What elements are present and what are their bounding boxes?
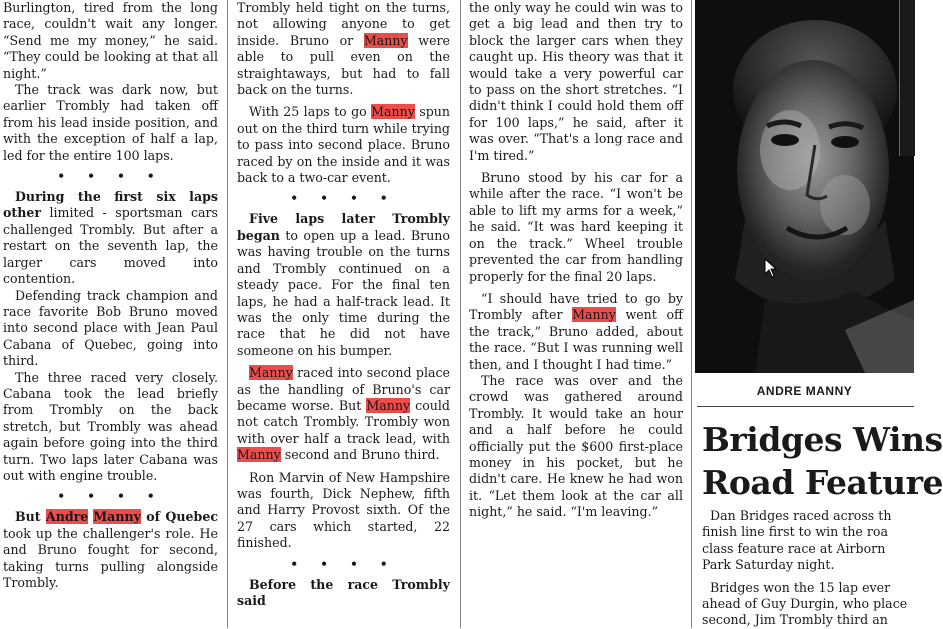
- headline-line: Bridges Wins: [702, 420, 943, 459]
- lead-in: During the first six laps other: [3, 189, 218, 221]
- text-line: Dan Bridges raced across th: [710, 508, 892, 523]
- paragraph-text: took up the challenger's role. He and Bruno fought for second, taking turns pulling alongside Trombly.: [3, 525, 218, 590]
- paragraph-text: to open up a lead. Bruno was having trouble on the turns and Trombly continued on a steady pace. For the final ten laps, he had a half-track lead. It was the only time during the race that he did not have someone on his bumper.: [237, 227, 450, 358]
- section-divider: • • • •: [57, 489, 164, 504]
- paragraph-text: “I should have tried to go by Trombly after: [469, 290, 683, 323]
- portrait-image: [695, 0, 914, 373]
- lead-in: Five laps later Trombly began: [237, 211, 450, 243]
- paragraph: [3, 509, 218, 591]
- search-highlight: Andre: [45, 509, 89, 525]
- search-highlight: Manny: [363, 32, 408, 48]
- section-divider: • • • •: [57, 169, 164, 184]
- search-highlight: Manny: [93, 509, 141, 525]
- paragraph: Bruno stood by his car for a while after the race. “I won't be able to lift my arms for a week,” he said. “It was hard keeping it on the track.” Wheel trouble prevented the car from handling properly for the final 20 laps.: [469, 170, 683, 284]
- paragraph: [469, 291, 683, 373]
- paragraph-text: spun out on the third turn while trying to pass into second place. Bruno raced by on the inside and it was back to a two-car event.: [237, 104, 451, 186]
- paragraph: [237, 104, 450, 186]
- text-line: second, Jim Trombly third an: [702, 612, 888, 628]
- search-highlight: Manny: [237, 447, 281, 463]
- paragraph-text: limited - sportsman cars challenged Trombly. But after a restart on the seventh lap, the larger cars moved into contention.: [3, 205, 218, 287]
- paragraph: The track was dark now, but earlier Trombly had taken off from his lead inside position, and with the exception of half a lap, led for the entire 100 laps.: [3, 82, 218, 163]
- paragraph-text: raced into second place as the handling of Bruno's car became worse. But: [237, 365, 450, 413]
- text-line: ahead of Guy Durgin, who place: [702, 596, 908, 612]
- article-column-3: [469, 0, 683, 628]
- photo-caption: ANDRE MANNY: [756, 384, 853, 398]
- lead-in: Before the race Trombly said: [237, 576, 450, 608]
- paragraph: [237, 0, 450, 98]
- headline-line: Road Feature: [702, 463, 943, 502]
- paragraph-text: With 25 laps to go: [249, 104, 372, 120]
- paragraph-text: went off the track,” Bruno added, about the race. “But I was running well then, and I thought I had time.”: [469, 307, 683, 372]
- article-column-2: [237, 0, 450, 628]
- paragraph: [237, 211, 450, 359]
- article-headline: [702, 418, 943, 504]
- mouse-cursor-icon: [764, 258, 778, 278]
- paragraph: The race was over and the crowd was gathered around Trombly. It would take an hour and a half before he could officially put the $600 first-place money in his pocket, but he didn't care. He knew he had won it. “Let them look at the car all night,” he said. “I'm leaving.”: [469, 372, 683, 520]
- text-line: class feature race at Airborn: [702, 540, 886, 556]
- search-highlight: Manny: [572, 307, 616, 323]
- paragraph: the only way he could win was to get a big lead and then try to block the larger cars when they caught up. His theory was that it would take a very powerful car to pass on the short stretches. “I didn't think I could hold them off for 100 laps,” he said, after it was over. “That's a long race and I'm tired.”: [469, 0, 683, 163]
- portrait-photo: [695, 0, 914, 373]
- column-divider: [227, 0, 228, 628]
- column-divider: [691, 0, 692, 628]
- section-divider: • • • •: [290, 556, 397, 571]
- article-column-1: [3, 0, 218, 628]
- vertical-scrollbar[interactable]: [899, 0, 915, 156]
- paragraph: Burlington, tired from the long race, couldn't wait any longer. “Send me my money,” he said. “They could be looking at that all night.”: [3, 0, 218, 81]
- paragraph-text: Trombly held tight on the turns, not allowing anyone to get inside. Bruno or: [237, 0, 450, 48]
- paragraph-text: were able to pull even on the straightaways, but had to fall back on the turns.: [237, 32, 450, 98]
- search-highlight: Manny: [366, 397, 411, 413]
- column-divider: [460, 0, 461, 628]
- paragraph: Ron Marvin of New Hampshire was fourth, Dick Nephew, fifth and Harry Provost sixth. Of the 27 cars which started, 22 finished.: [237, 469, 450, 551]
- paragraph: [237, 365, 450, 463]
- text-line: Park Saturday night.: [702, 557, 835, 573]
- search-highlight: Manny: [371, 104, 415, 120]
- search-highlight: Manny: [249, 365, 293, 381]
- paragraph: [237, 577, 450, 610]
- section-rule: [697, 406, 914, 407]
- lead-in: of Quebec: [140, 509, 218, 525]
- lead-in: But: [15, 509, 46, 525]
- paragraph-text: second and Bruno third.: [280, 447, 440, 463]
- paragraph-text: could not catch Trombly. Trombly won with over half a track lead, with: [237, 397, 450, 446]
- paragraph: Defending track champion and race favorite Bob Bruno moved into second place with Jean Paul Cabana of Quebec, going into third.: [3, 287, 218, 369]
- text-line: Bridges won the 15 lap ever: [710, 579, 891, 595]
- section-divider: • • • •: [290, 191, 397, 206]
- article-column-4: [702, 508, 932, 629]
- text-line: finish line first to win the roa: [702, 524, 888, 540]
- paragraph: [3, 189, 218, 287]
- paragraph: The three raced very closely. Cabana took the lead briefly from Trombly on the back stretch, but Trombly was ahead again before going into the third turn. Two laps later Cabana was out with engine trouble.: [3, 369, 218, 483]
